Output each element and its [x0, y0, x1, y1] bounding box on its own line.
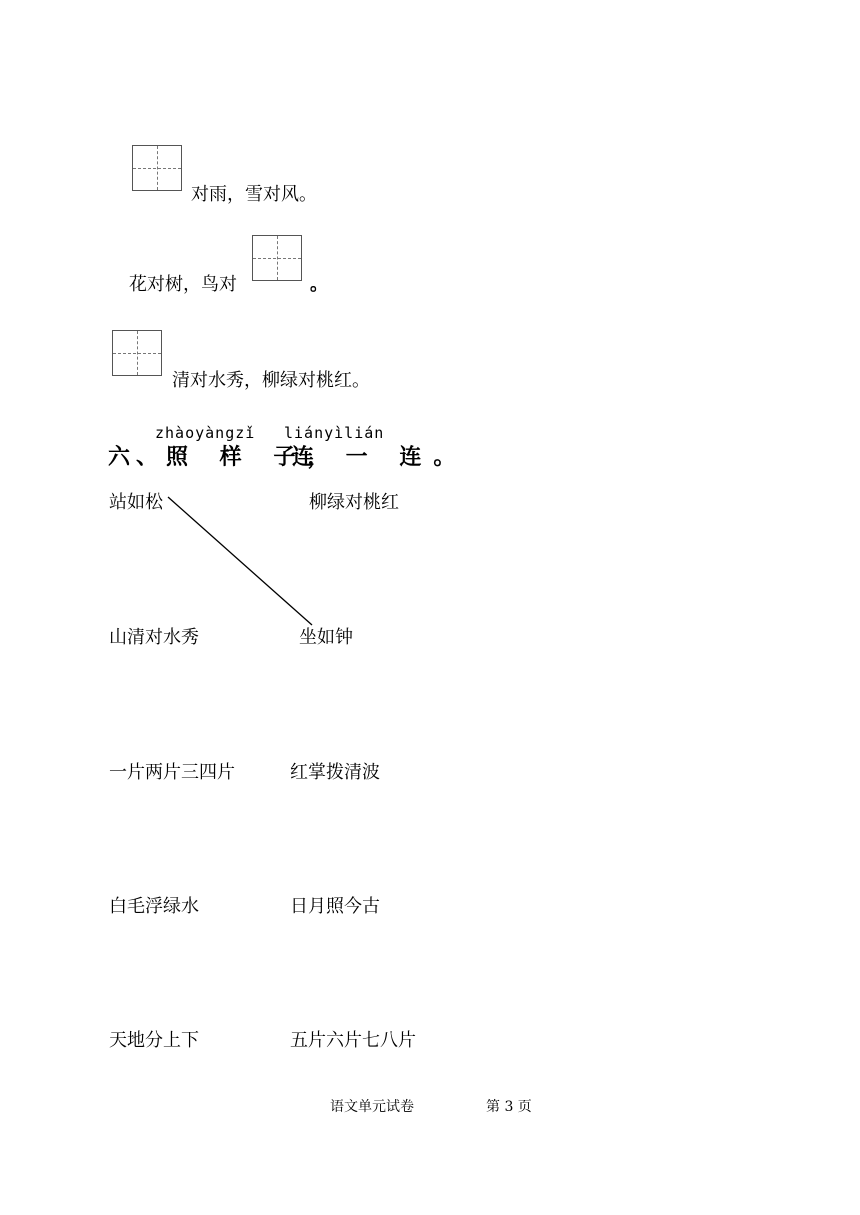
fill-line-2-end: 。	[310, 274, 328, 295]
section-number: 六、	[108, 445, 165, 470]
match-left-item[interactable]: 白毛浮绿水	[109, 896, 199, 917]
match-right-item[interactable]: 坐如钟	[299, 627, 353, 648]
match-right-item[interactable]: 日月照今古	[290, 896, 380, 917]
fill-line-2-text: 花对树，鸟对	[129, 274, 237, 295]
fill-line-1-text: 对雨，雪对风。	[191, 184, 317, 205]
pinyin-lianyilian: liányìlián	[284, 424, 385, 442]
fill-line-3-text: 清对水秀，柳绿对桃红。	[172, 370, 370, 391]
section-title-2: 连 一 连。	[292, 445, 468, 470]
footer-page-number: 第 3 页	[486, 1099, 532, 1115]
section-title-1: 照 样 子，	[166, 445, 342, 470]
match-left-item[interactable]: 一片两片三四片	[109, 762, 235, 783]
match-right-item[interactable]: 五片六片七八片	[290, 1030, 416, 1051]
match-left-item[interactable]: 天地分上下	[109, 1030, 199, 1051]
pinyin-zhaoyangzi: zhàoyàngzǐ	[155, 424, 256, 442]
footer-title: 语文单元试卷	[330, 1099, 414, 1115]
match-right-item[interactable]: 柳绿对桃红	[309, 492, 399, 513]
match-left-item[interactable]: 山清对水秀	[109, 627, 199, 648]
match-right-item[interactable]: 红掌拨清波	[290, 762, 380, 783]
match-left-item[interactable]: 站如松	[109, 492, 163, 513]
